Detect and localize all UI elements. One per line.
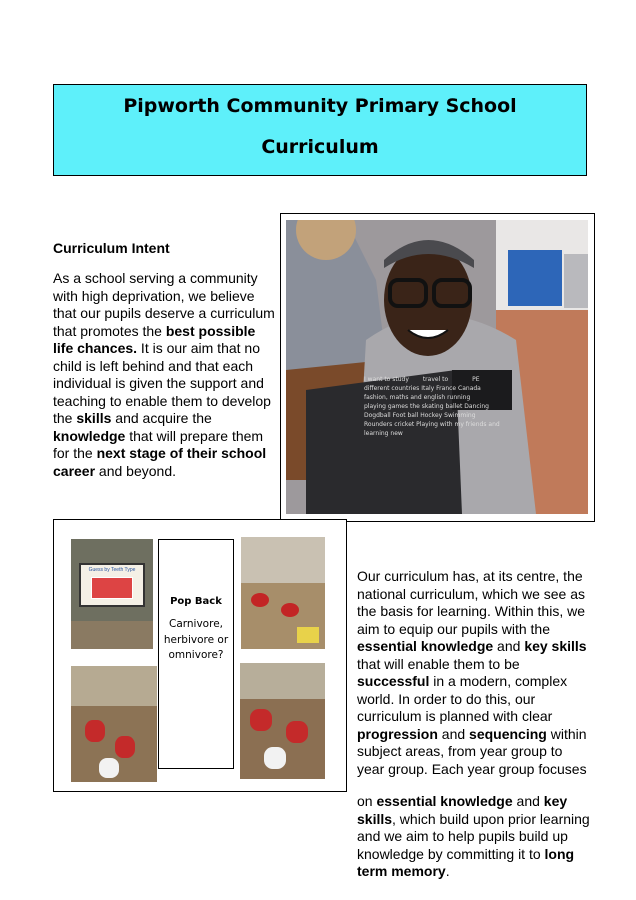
board-line: and learning new	[364, 421, 500, 437]
board-text	[364, 375, 514, 438]
body-text: As a school serving a community with high deprivation, we believe that our pupils deserve a curriculum that promotes the	[53, 270, 275, 339]
board-line: cricket	[394, 421, 415, 428]
board-line: Playing with my friends	[416, 421, 487, 428]
board-line: travel to	[422, 376, 449, 383]
curriculum-paragraph-continuation	[53, 793, 593, 881]
body-text: .	[445, 863, 450, 879]
board-line: running	[447, 394, 471, 401]
collage-photo-carpet-right	[240, 663, 325, 779]
curriculum-paragraph-full	[53, 793, 593, 881]
board-line: english	[423, 394, 446, 401]
board-line: Rounders	[364, 421, 393, 428]
body-text: , which build upon prior learning and we aim to help pupils build up knowledge by committing it to	[357, 810, 590, 862]
collage-photo-whiteboard	[71, 539, 153, 649]
pop-back-card	[158, 539, 234, 769]
body-text: within subject areas, from year group to year group. Each year group focuses	[357, 725, 587, 777]
board-line: PE	[472, 376, 480, 383]
body-text: and beyond.	[95, 462, 177, 479]
board-line: Dancing	[464, 403, 489, 410]
body-text: and acquire the	[111, 410, 212, 426]
body-text: that will prepare them for the	[53, 427, 264, 461]
pop-back-title: Pop Back	[170, 596, 222, 607]
emphasis-text: next stage of their school career	[53, 445, 267, 479]
board-line: France	[436, 385, 457, 392]
emphasis-text: progression	[357, 725, 438, 742]
body-text: on	[357, 793, 377, 809]
pupil-photo	[286, 220, 588, 514]
body-text: It is our aim that no child is left behind and that each individual is given the support and teaching to enable them to develop the	[53, 340, 271, 426]
board-line: Swimming	[444, 412, 476, 419]
board-line: I want to study	[364, 376, 409, 383]
school-title: Pipworth Community Primary School	[123, 95, 517, 117]
curriculum-paragraph-side	[357, 568, 593, 778]
board-line: Hockey	[420, 412, 443, 419]
collage-photo-carpet-top	[241, 537, 325, 649]
header-banner	[53, 84, 587, 176]
intent-heading: Curriculum Intent	[53, 240, 170, 256]
body-text: and	[493, 638, 525, 654]
board-line: fashion, maths and	[364, 394, 422, 401]
collage-photo-carpet-left	[71, 666, 157, 782]
pupil-photo-illustration	[286, 220, 588, 514]
board-line: Italy	[421, 385, 435, 392]
emphasis-text: key skills	[357, 793, 568, 827]
pop-back-question: Carnivore, herbivore or omnivore?	[163, 618, 229, 661]
intent-paragraph	[53, 270, 275, 480]
emphasis-text: long term memory	[357, 845, 575, 879]
emphasis-text: successful	[357, 673, 430, 689]
emphasis-text: essential knowledge	[376, 793, 513, 809]
emphasis-text: key skills	[524, 638, 587, 654]
whiteboard-title: Guess by Teeth Type	[88, 567, 136, 573]
classroom-collage	[53, 519, 347, 792]
body-text: and	[512, 793, 544, 809]
board-line: playing games	[364, 403, 409, 410]
body-text: and	[437, 725, 470, 742]
emphasis-text: sequencing	[469, 725, 547, 742]
board-line: Dogdball	[364, 412, 391, 419]
board-line: the skating	[409, 403, 444, 410]
emphasis-text: best possible life chances.	[53, 322, 256, 356]
board-line: different countries	[364, 385, 420, 392]
emphasis-text: knowledge	[53, 427, 126, 444]
body-text: Our curriculum has, at its centre, the national curriculum, which we see as the basis for learning. Within this, we aim to equip our pupils with the	[357, 568, 585, 637]
board-line: Canada	[458, 385, 481, 392]
body-text: that will enable them to be	[357, 655, 520, 672]
pupil-photo-frame	[280, 213, 595, 522]
board-line: ballet	[445, 403, 463, 410]
page-subtitle: Curriculum	[261, 136, 379, 158]
body-text: in a modern, complex world. In order to do this, our curriculum is planned with clear	[357, 673, 568, 724]
emphasis-text: skills	[76, 410, 112, 426]
board-line: Foot ball	[392, 412, 419, 419]
emphasis-text: essential knowledge	[357, 638, 494, 654]
